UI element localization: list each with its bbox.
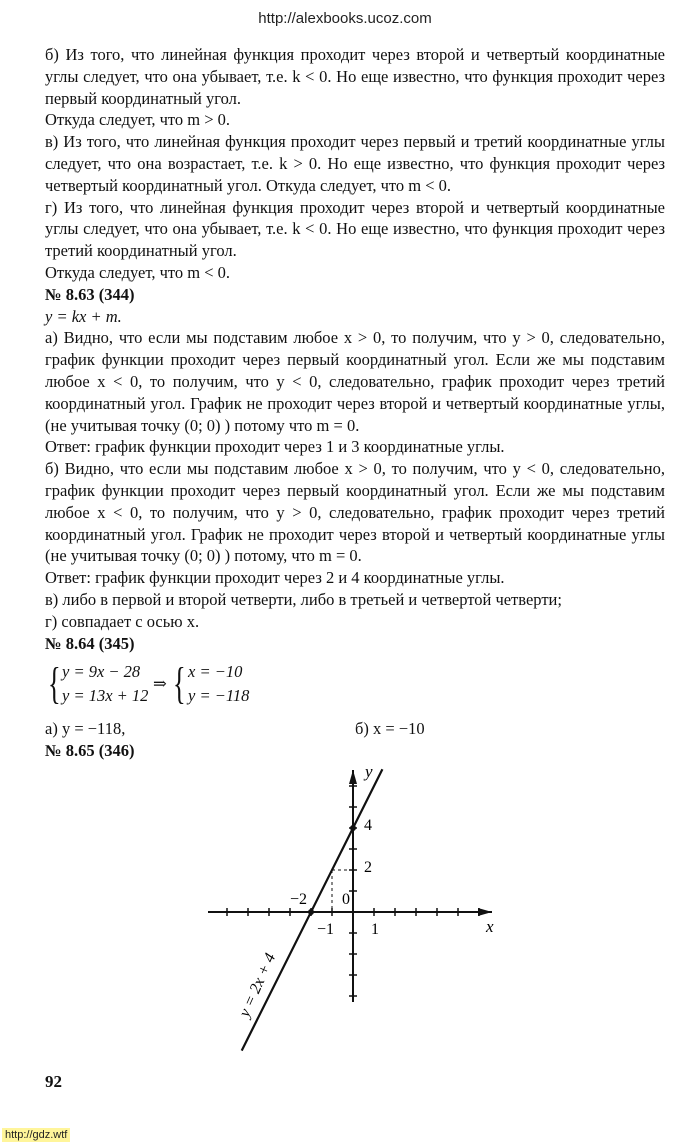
site-url: http://alexbooks.ucoz.com <box>258 10 432 27</box>
tick-label-xm2: −2 <box>290 891 308 908</box>
answer-b: б) x = −10 <box>355 719 425 738</box>
x-axis-arrow <box>478 908 492 916</box>
intercept-point <box>350 825 356 831</box>
footer-badge: http://gdz.wtf <box>2 1128 70 1142</box>
paragraph: Откуда следует, что m < 0. <box>45 262 231 282</box>
right-brace: { <box>173 659 186 708</box>
exercise-heading: № 8.63 (344) <box>45 284 135 304</box>
system-left-eq2: y = 13x + 12 <box>62 686 149 705</box>
y-axis-label: y <box>365 762 373 781</box>
y-axis-arrow <box>349 770 357 784</box>
tick-label-origin: 0 <box>342 891 350 908</box>
paragraph: в) Из того, что линейная функция проходит через первый и третий координатные углы следует, что она возрастает, т.е. k > 0. Но еще известно, что функция проходит через четвертый координатный угол. Откуда следует, что m < 0. <box>45 132 665 195</box>
line-label: y = 2x + 4 <box>236 950 280 1020</box>
paragraph: б) Из того, что линейная функция проходит через второй и четвертый координатные углы следует, что она убывает, т.е. k < 0. Но еще известно, что функция проходит через первый координатный угол. <box>45 45 665 108</box>
paragraph: Откуда следует, что m > 0. <box>45 110 231 130</box>
paragraph: Ответ: график функции проходит через 1 и 3 координатные углы. <box>45 437 505 457</box>
exercise-heading: № 8.65 (346) <box>45 741 135 760</box>
tick-label-xm1: −1 <box>317 921 335 938</box>
left-brace: { <box>48 659 61 708</box>
implies-arrow: ⇒ <box>153 674 167 693</box>
tick-label-x1: 1 <box>371 921 379 938</box>
paragraph: г) совпадает с осью x. <box>45 611 200 631</box>
system-right-eq2: y = −118 <box>188 686 250 705</box>
paragraph: б) Видно, что если мы подставим любое x > 0, то получим, что y < 0, следовательно, график функции проходит через первый координатный угол. Если же мы подставим любое x < 0, то получим, что y > 0, следовательно, график проходит через третий координатный угол. График не проходит через второй и четвертый координатные углы (не учитывая точку (0; 0) ) потому, что m = 0. <box>45 459 665 566</box>
paragraph: в) либо в первой и второй четверти, либо в третьей и четвертой четверти; <box>45 589 562 609</box>
page-number: 92 <box>45 1072 62 1091</box>
answer-a: а) y = −118, <box>45 719 126 738</box>
system-left-eq1: y = 9x − 28 <box>62 662 141 681</box>
x-axis-label: x <box>486 917 494 936</box>
paragraph: Ответ: график функции проходит через 2 и 4 координатные углы. <box>45 568 505 588</box>
formula-line: y = kx + m. <box>45 306 122 326</box>
exercise-heading: № 8.64 (345) <box>45 633 135 653</box>
intercept-point <box>308 909 314 915</box>
tick-label-y2: 2 <box>364 859 372 876</box>
paragraph: г) Из того, что линейная функция проходит через второй и четвертый координатные углы следует, что она убывает, т.е. k < 0. Но еще известно, что функция проходит через третий координатный угол. <box>45 197 665 261</box>
system-right-eq1: x = −10 <box>188 662 243 681</box>
paragraph: а) Видно, что если мы подставим любое x > 0, то получим, что y > 0, следовательно, график функции проходит через первый координатный угол. Если же мы подставим любое x < 0, то получим, что y < 0, следовательно, график проходит через третий координатный угол. График не проходит через второй и четвертый координатные углы, (не учитывая точку (0; 0) ) потому что m = 0. <box>45 328 665 435</box>
tick-label-y4: 4 <box>364 817 372 834</box>
